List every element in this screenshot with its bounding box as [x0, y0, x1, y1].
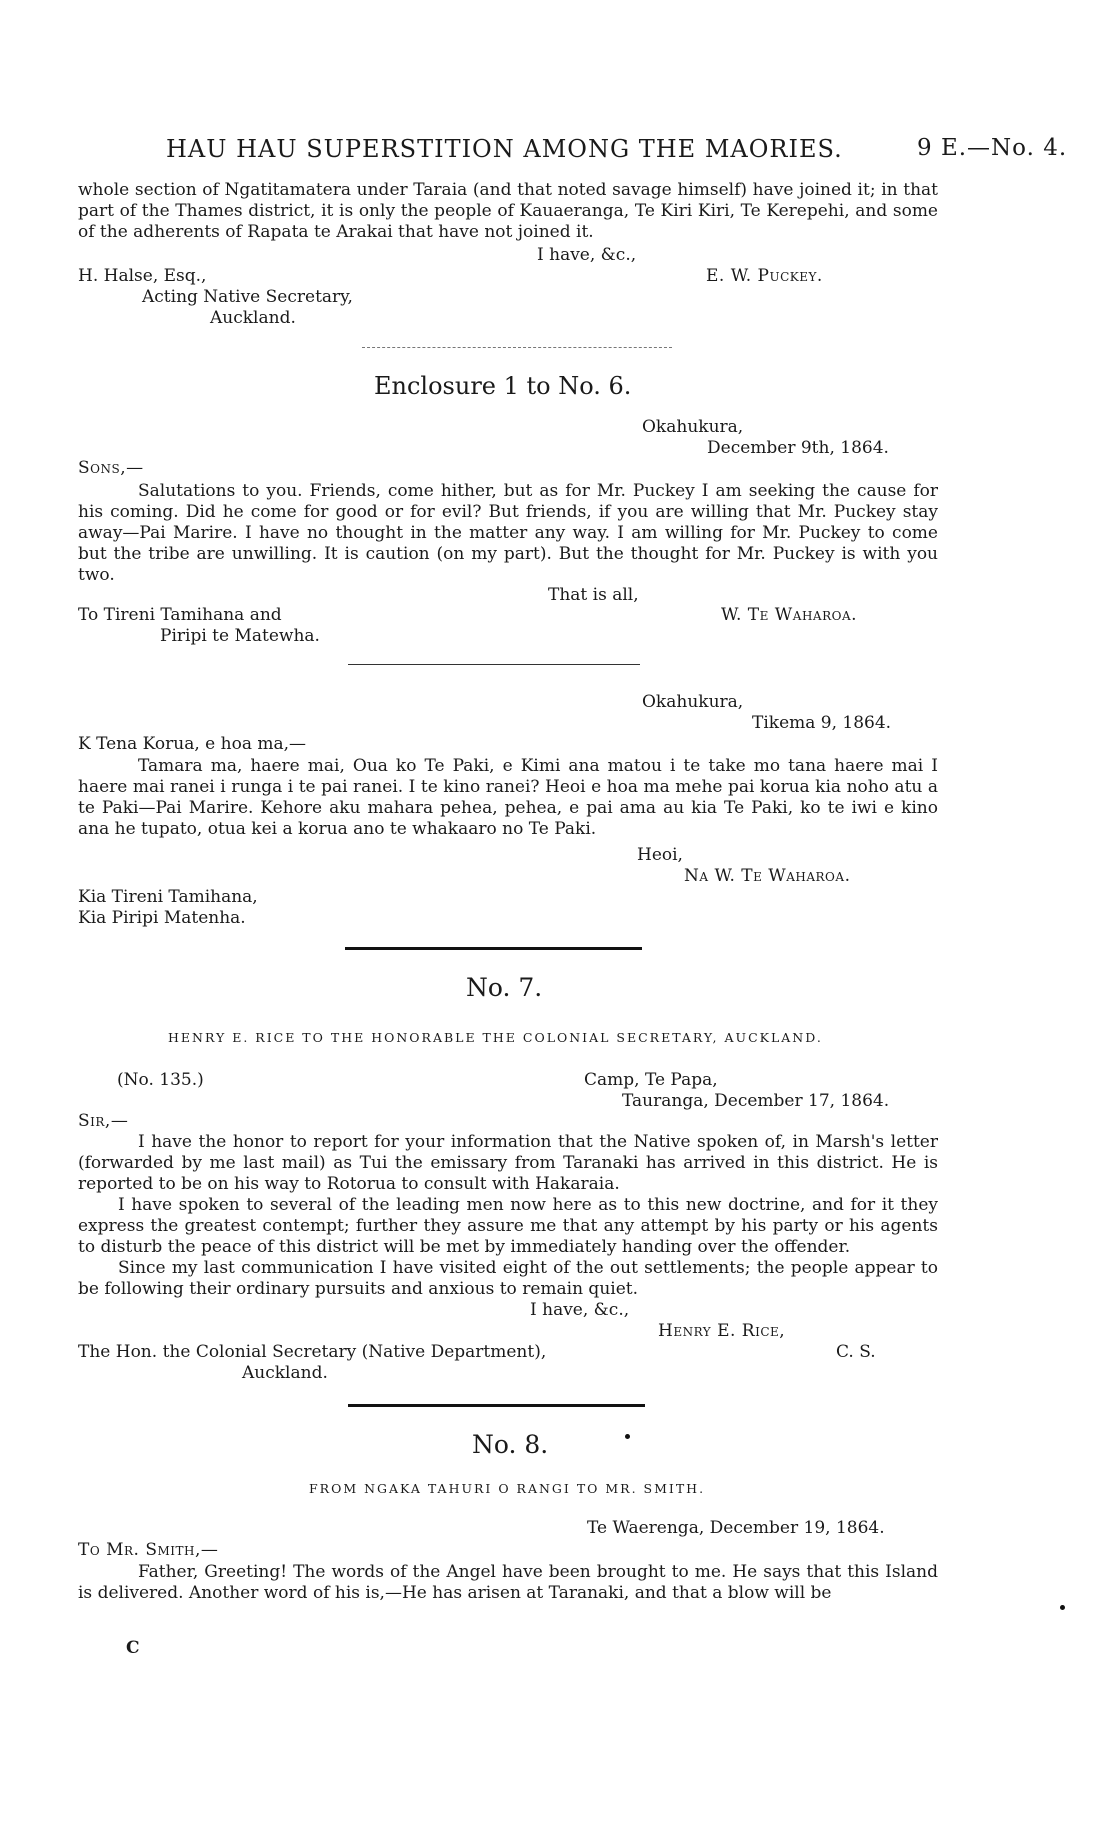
maori-letter-closing: Heoi, — [637, 845, 683, 865]
no8-body: Father, Greeting! The words of the Angel have been brought to me. He says that this Island is delivered. Another word of his is,—He has arisen at Taranaki, and that a blow will be — [78, 1562, 938, 1603]
enclosure-signature: W. Te Waharoa. — [721, 605, 858, 625]
maori-letter-to-2: Kia Piripi Matenha. — [78, 908, 246, 928]
enclosure-to-2: Piripi te Matewha. — [160, 626, 320, 646]
maori-letter-to-1: Kia Tireni Tamihana, — [78, 887, 258, 907]
section-divider — [348, 664, 640, 665]
enclosure-salutation: Sons,— — [78, 458, 144, 478]
no7-paragraph-2: I have spoken to several of the leading men now here as to this new doctrine, and for it they express the greatest contempt; further they assure me that any attempt by his party or his agents to disturb the peace of this district will be met by immediately handing over the offender. — [78, 1195, 938, 1257]
print-speck — [1060, 1605, 1065, 1610]
letter-top-signature: E. W. Puckey. — [706, 266, 823, 286]
enclosure-heading: Enclosure 1 to No. 6. — [374, 372, 632, 400]
maori-letter-date: Tikema 9, 1864. — [752, 713, 892, 733]
section-divider — [362, 347, 672, 348]
no7-reference: (No. 135.) — [117, 1070, 204, 1090]
no7-to-2: Auckland. — [242, 1363, 328, 1383]
signature-mark: C — [126, 1638, 140, 1658]
enclosure-closing: That is all, — [548, 585, 639, 605]
enclosure-place: Okahukura, — [642, 417, 744, 437]
print-speck — [625, 1434, 630, 1439]
enclosure-body: Salutations to you. Friends, come hither, but as for Mr. Puckey I am seeking the cause for his coming. Did he come for good or for evil? But friends, if you are willing that Mr. Puckey stay away—Pai Marire. I have no thought in the matter any way. I am willing for Mr. Puckey to come but the tribe are unwilling. It is caution (on my part). But the thought for Mr. Puckey is with you two. — [78, 481, 938, 585]
letter-top-recipient-name: H. Halse, Esq., — [78, 266, 207, 286]
maori-letter-body: Tamara ma, haere mai, Oua ko Te Paki, e Kimi ana matou i te take mo tana haere mai I haere mai ranei i runga i te pai ranei. I te kino ranei? Heoi e hoa ma mehe pai korua kia noho atu a te Paki—Pai Marire. Kehore aku mahara pehea, pehea, e pai ama au kia Te Paki, ko te iwi e kino ana he tupato, otua kei a korua ano te whakaaro no Te Paki. — [78, 756, 938, 839]
no7-paragraph-3: Since my last communication I have visited eight of the out settlements; the people appear to be following their ordinary pursuits and anxious to remain quiet. — [78, 1258, 938, 1299]
maori-letter-signature: Na W. Te Waharoa. — [684, 866, 851, 886]
letter-top-closing: I have, &c., — [537, 245, 637, 265]
section-divider-thick — [348, 1404, 645, 1407]
enclosure-to-1: To Tireni Tamihana and — [78, 605, 282, 625]
no7-initials: C. S. — [836, 1342, 876, 1362]
section-divider-thick — [345, 947, 642, 950]
letter-top-recipient-title: Acting Native Secretary, — [142, 287, 353, 307]
enclosure-date: December 9th, 1864. — [707, 438, 889, 458]
no7-salutation: Sir,— — [78, 1111, 129, 1131]
no7-to-1: The Hon. the Colonial Secretary (Native Department), — [78, 1342, 547, 1362]
letter-top-body: whole section of Ngatitamatera under Taraia (and that noted savage himself) have joined it; in that part of the Thames district, it is only the people of Kauaeranga, Te Kiri Kiri, Te Kerepehi, and some of the adherents of Rapata te Arakai that have not joined it. — [78, 180, 938, 242]
no8-subheading: FROM NGAKA TAHURI O RANGI TO MR. SMITH. — [309, 1481, 706, 1496]
no7-closing: I have, &c., — [530, 1300, 630, 1320]
no7-signature: Henry E. Rice, — [658, 1321, 786, 1341]
no8-salutation: To Mr. Smith,— — [78, 1540, 219, 1560]
no8-heading: No. 8. — [472, 1430, 549, 1459]
running-title: HAU HAU SUPERSTITION AMONG THE MAORIES. — [166, 135, 843, 163]
no7-date: Tauranga, December 17, 1864. — [622, 1091, 890, 1111]
no8-place-date: Te Waerenga, December 19, 1864. — [587, 1518, 885, 1538]
no7-heading: No. 7. — [466, 973, 543, 1002]
no7-subheading: HENRY E. RICE TO THE HONORABLE THE COLONIAL SECRETARY, AUCKLAND. — [168, 1030, 823, 1045]
no7-paragraph-1: I have the honor to report for your information that the Native spoken of, in Marsh's letter (forwarded by me last mail) as Tui the emissary from Taranaki has arrived in this district. He is reported to be on his way to Rotorua to consult with Hakaraia. — [78, 1132, 938, 1194]
page-reference: 9 E.—No. 4. — [917, 135, 1068, 161]
no7-place: Camp, Te Papa, — [584, 1070, 718, 1090]
maori-letter-salutation: K Tena Korua, e hoa ma,— — [78, 734, 307, 754]
letter-top-recipient-place: Auckland. — [210, 308, 296, 328]
maori-letter-place: Okahukura, — [642, 692, 744, 712]
